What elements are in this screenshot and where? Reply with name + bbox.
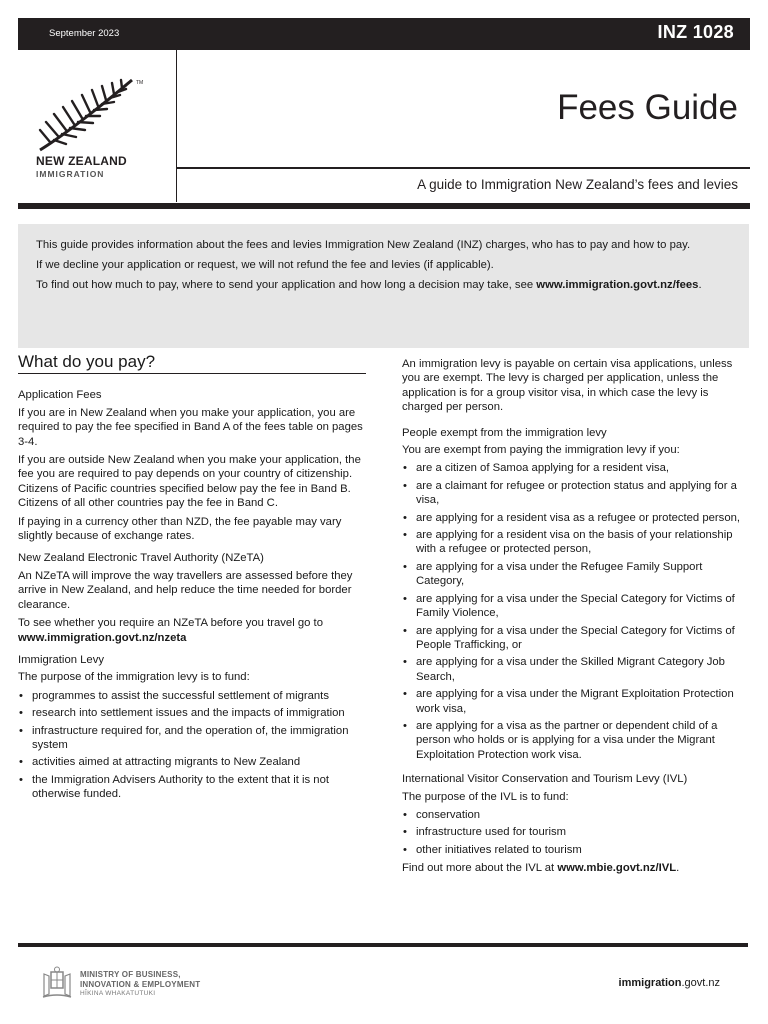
subheading-immigration-levy: Immigration Levy [18,653,105,666]
paragraph: An NZeTA will improve the way travellers are assessed before they arrive in New Zealand, and help reduce the time needed for border clearance. [18,569,353,611]
paragraph-text: Find out more about the IVL at [402,862,558,875]
paragraph: An immigration levy is payable on certain visa applications, unless you are exempt. The levy is charged per application, unless the application is for a group visitor visa, in which case the levy is charged per person. [402,358,733,414]
intro-paragraph: If we decline your application or request, we will not refund the fee and levies (if applicable). [36,259,494,271]
list-item: • infrastructure used for tourism [402,825,752,839]
list-item: • programmes to assist the successful settlement of migrants [18,689,366,703]
intro-text: . [698,279,702,291]
paragraph-text: To see whether you require an NZeTA before you travel go to [18,617,323,630]
intro-paragraph [36,278,731,293]
subheading-levy-exempt: People exempt from the immigration levy [402,426,607,439]
silver-fern-icon [36,74,146,154]
intro-box [18,224,749,348]
list-item: • activities aimed at attracting migrants to New Zealand [18,755,366,769]
right-column [402,357,752,880]
trademark-symbol: TM [136,80,144,86]
section-heading: What do you pay? [18,355,366,374]
paragraph: The purpose of the IVL is to fund: [402,790,569,803]
top-bar [18,18,750,50]
title-rule [177,167,750,169]
ivl-link[interactable]: www.mbie.govt.nz/IVL [557,862,677,875]
list-item: • the Immigration Advisers Authority to the extent that it is not otherwise funded. [18,773,366,802]
ministry-maori-name: HĪKINA WHAKATUTUKI [80,990,156,997]
nzeta-link[interactable]: www.immigration.govt.nz/nzeta [18,631,187,644]
footer-url-rest: .govt.nz [681,977,720,989]
paragraph [402,861,752,875]
ministry-line: MINISTRY OF BUSINESS, [80,970,181,979]
intro-text: To find out how much to pay, where to send your application and how long a decision may take, see [36,279,537,291]
footer-rule [18,943,748,947]
form-code: INZ 1028 [657,22,734,42]
list-item: • are applying for a visa as the partner or dependent child of a person who holds or is applying for a visa under the Migrant Exploitation Protection work visa. [402,719,752,762]
subheading-nzeta: New Zealand Electronic Travel Authority (NZeTA) [18,552,264,565]
paragraph [18,616,366,645]
list-item: • are applying for a visa under the Special Category for Victims of Family Violence, [402,592,752,621]
ministry-name [80,970,200,990]
left-column [18,352,366,806]
mbie-logo [40,966,260,1006]
logo-text-new-zealand: NEW ZEALAND [36,154,127,168]
logo-text-immigration: IMMIGRATION [36,169,105,179]
paragraph: The purpose of the immigration levy is to fund: [18,671,250,684]
header-rule [18,203,750,209]
ministry-line: INNOVATION & EMPLOYMENT [80,980,201,989]
list-item: • conservation [402,808,752,822]
fees-link[interactable]: www.immigration.govt.nz/fees [536,279,699,291]
exempt-list [402,461,752,762]
list-item: • other initiatives related to tourism [402,843,752,857]
coat-of-arms-icon [40,966,74,1000]
publication-date: September 2023 [49,28,120,39]
paragraph: You are exempt from paying the immigration levy if you: [402,444,680,457]
list-item: • infrastructure required for, and the operation of, the immigration system [18,724,366,753]
subheading-ivl: International Visitor Conservation and Tourism Levy (IVL) [402,773,688,786]
header-divider [176,50,177,202]
footer-url-bold: immigration [618,977,682,989]
page-title: Fees Guide [557,88,738,127]
intro-paragraph: This guide provides information about the fees and levies Immigration New Zealand (INZ) charges, who has to pay and how to pay. [36,239,691,251]
nz-immigration-logo [36,74,156,184]
list-item: • are applying for a visa under the Skilled Migrant Category Job Search, [402,655,752,684]
footer-website-link[interactable] [619,977,720,989]
list-item: • are applying for a visa under the Special Category for Victims of People Trafficking, or [402,624,752,653]
list-item: • are applying for a resident visa on the basis of your relationship with a refugee or protected person, [402,528,752,557]
paragraph: If you are outside New Zealand when you make your application, the fee you are required to pay depends on your country of citizenship. Citizens of Pacific countries specified below pay the fee in Band B. Citizens of all other countries pay the fee in Band C. [18,454,361,510]
list-item: • are a claimant for refugee or protection status and applying for a visa, [402,479,752,508]
list-item: • are applying for a resident visa as a refugee or protected person, [402,511,752,525]
list-item: • are a citizen of Samoa applying for a resident visa, [402,461,752,475]
paragraph: If you are in New Zealand when you make your application, you are required to pay the fee specified in Band A of the fees table on pages 3-4. [18,406,363,448]
ivl-purpose-list [402,808,752,857]
page-subtitle: A guide to Immigration New Zealand’s fees and levies [417,177,738,192]
subheading-application-fees: Application Fees [18,389,102,402]
list-item: • are applying for a visa under the Migrant Exploitation Protection work visa, [402,687,752,716]
paragraph: If paying in a currency other than NZD, the fee payable may vary slightly because of exchange rates. [18,515,342,543]
paragraph-text: . [676,862,680,875]
list-item: • are applying for a visa under the Refugee Family Support Category, [402,560,752,589]
levy-purpose-list [18,689,366,802]
list-item: • research into settlement issues and the impacts of immigration [18,706,366,720]
